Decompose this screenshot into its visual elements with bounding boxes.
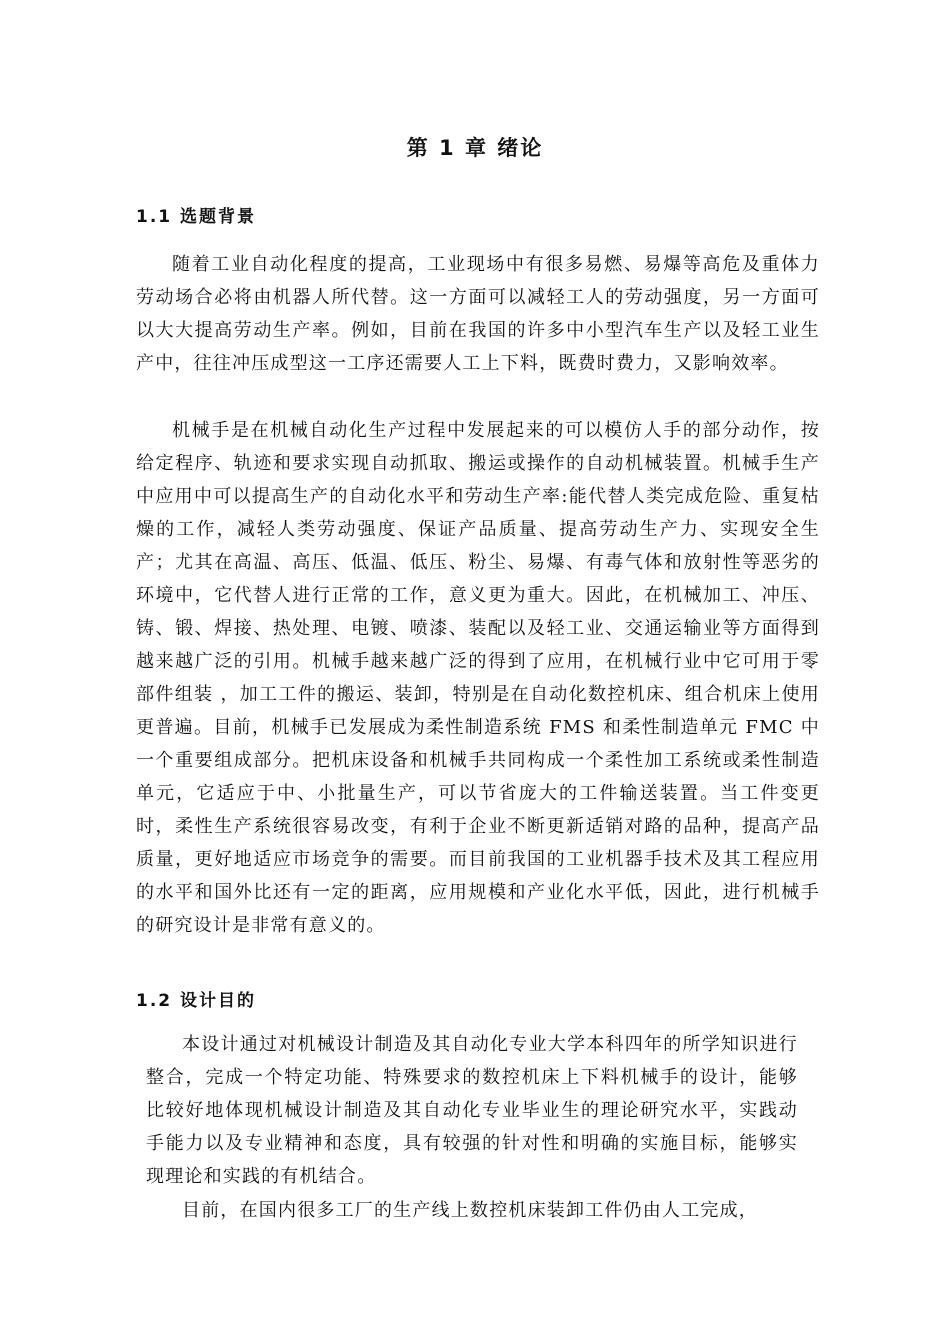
paragraph-background-2: 机械手是在机械自动化生产过程中发展起来的可以模仿人手的部分动作，按给定程序、轨迹和要求实现自动抓取、搬运或操作的自动机械装置。机械手生产中应用中可以提高生产的自动化水平和劳动生产率:能代替人类完成危险、重复枯燥的工作，减轻人类劳动强度、保证产品质量、提高劳动生产力、实现安全生产；尤其在高温、高压、低温、低压、粉尘、易爆、有毒气体和放射性等恶劣的环境中，它代替人进行正常的工作，意义更为重大。因此，在机械加工、冲压、铸、锻、焊接、热处理、电镀、喷漆、装配以及轻工业、交通运输业等方面得到越来越广泛的引用。机械手越来越广泛的得到了应用，在机械行业中它可用于零部件组装 ，加工工件的搬运、装卸，特别是在自动化数控机床、组合机床上使用更普遍。目前，机械手已发展成为柔性制造系统 FMS 和柔性制造单元 FMC 中一个重要组成部分。把机床设备和机械手共同构成一个柔性加工系统或柔性制造单元，它适应于中、小批量生产，可以节省庞大的工件输送装置。当工件变更时，柔性生产系统很容易改变，有利于企业不断更新适销对路的品种，提高产品质量，更好地适应市场竞争的需要。而目前我国的工业机器手技术及其工程应用的水平和国外比还有一定的距离，应用规模和产业化水平低，因此，进行机械手的研究设计是非常有意义的。 [136,420,820,936]
paragraph-purpose-2: 目前，在国内很多工厂的生产线上数控机床装卸工件仍由人工完成， [182,1200,758,1221]
paragraph-background-1: 随着工业自动化程度的提高，工业现场中有很多易燃、易爆等高危及重体力劳动场合必将由机器人所代替。这一方面可以减轻工人的劳动强度，另一方面可以大大提高劳动生产率。例如，目前在我国的许多中小型汽车生产以及轻工业生产中，往往冲压成型这一工序还需要人工上下料，既费时费力，又影响效率。 [136,254,820,374]
section-heading-1-1: 1.1 选题背景 [136,207,257,227]
paragraph-purpose-1: 本设计通过对机械设计制造及其自动化专业大学本科四年的所学知识进行整合，完成一个特定功能、特殊要求的数控机床上下料机械手的设计，能够比较好地体现机械设计制造及其自动化专业毕业生的理论研究水平，实践动手能力以及专业精神和态度，具有较强的针对性和明确的实施目标，能够实现理论和实践的有机结合。 [146,1034,798,1187]
chapter-title: 第 1 章 绪论 [406,136,544,160]
section-heading-1-2: 1.2 设计目的 [136,991,257,1011]
